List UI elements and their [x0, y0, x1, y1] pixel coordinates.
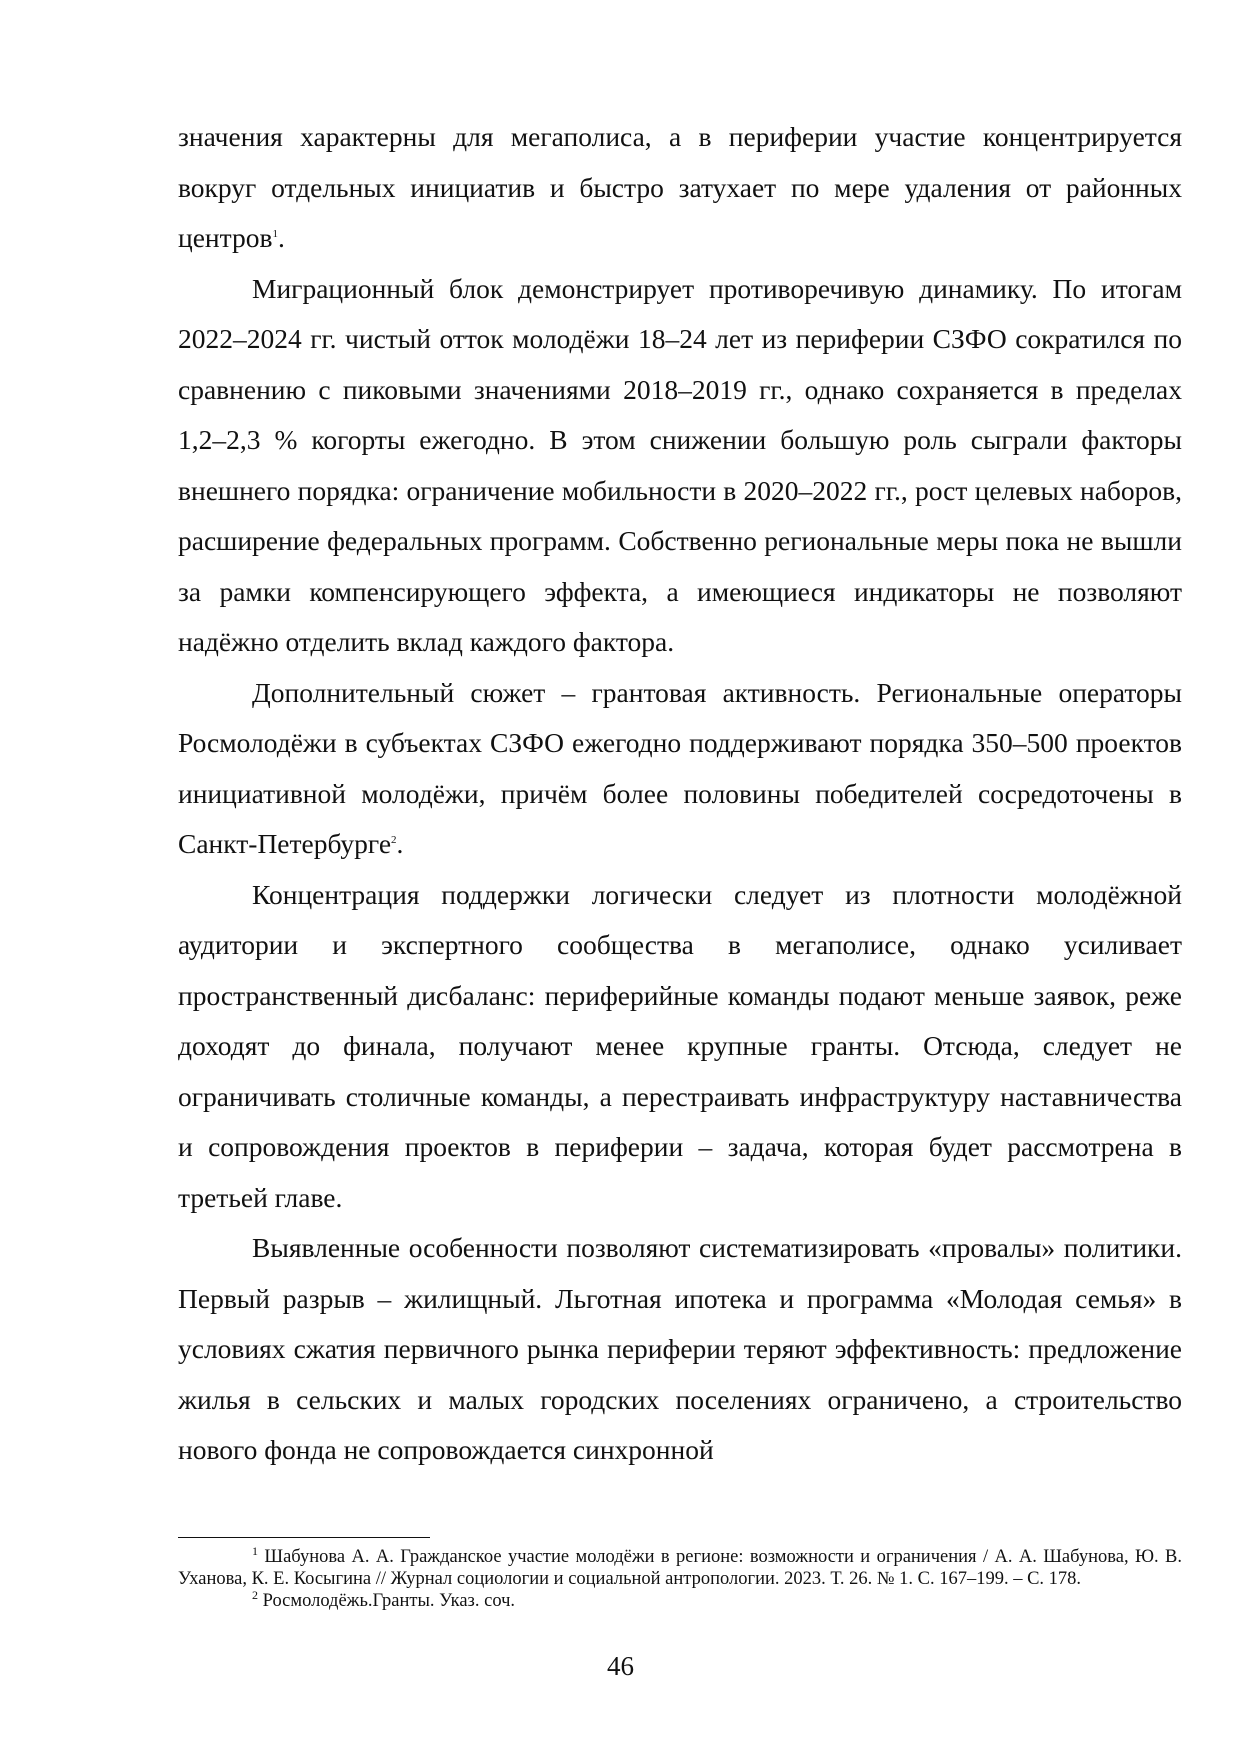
paragraph-2-text: Миграционный блок демонстрирует противоречивую динамику. По итогам 2022–2024 гг. чистый отток молодёжи 18–24 лет из периферии СЗФО сократился по сравнению с пиковыми значениями 2018–2019 гг., однако сохраняется в пределах 1,2–2,3 % когорты ежегодно. В этом снижении большую роль сыграли факторы внешнего порядка: ограничение мобильности в 2020–2022 гг., рост целевых наборов, расширение федеральных программ. Собственно региональные меры пока не вышли за рамки компенсирующего эффекта, а имеющиеся индикаторы не позволяют надёжно отделить вклад каждого фактора. [178, 272, 1182, 657]
paragraph-4 [178, 870, 1182, 1224]
footnote-ref-1[interactable]: 1 [272, 227, 278, 240]
paragraph-5 [178, 1223, 1182, 1476]
paragraph-4-text: Концентрация поддержки логически следует из плотности молодёжной аудитории и экспертного сообщества в мегаполисе, однако усиливает пространственный дисбаланс: периферийные команды подают меньше заявок, реже доходят до финала, получают менее крупные гранты. Отсюда, следует не ограничивать столичные команды, а перестраивать инфраструктуру наставничества и сопровождения проектов в периферии – задача, которая будет рассмотрена в третьей главе. [178, 878, 1182, 1213]
footnote-2-text: Росмолодёжь.Гранты. Указ. соч. [262, 1591, 516, 1611]
footnote-separator [178, 1537, 430, 1538]
paragraph-1-text: значения характерны для мегаполиса, а в периферии участие концентрируется вокруг отдельных инициатив и быстро затухает по мере удаления от районных центров [178, 121, 1182, 253]
footnote-ref-2[interactable]: 2 [391, 833, 397, 846]
document-body [178, 112, 1182, 1476]
footnote-2-number: 2 [252, 1587, 258, 1602]
page-number: 46 [607, 1651, 634, 1681]
paragraph-1-tail: . [277, 222, 285, 253]
paragraph-5-text: Выявленные особенности позволяют систематизировать «провалы» политики. Первый разрыв – жилищный. Льготная ипотека и программа «Молодая семья» в условиях сжатия первичного рынка периферии теряют эффективность: предложение жилья в сельских и малых городских поселениях ограничено, а строительство нового фонда не сопровождается синхронной [178, 1232, 1182, 1465]
paragraph-2 [178, 264, 1182, 668]
footnote-1 [178, 1543, 1183, 1590]
paragraph-3-text: Дополнительный сюжет – грантовая активность. Региональные операторы Росмолодёжи в субъектах СЗФО ежегодно поддерживают порядка 350–500 проектов инициативной молодёжи, причём более половины победителей сосредоточены в Санкт-Петербурге [178, 676, 1182, 859]
paragraph-3-tail: . [396, 828, 404, 859]
paragraph-3 [178, 668, 1182, 870]
footnote-1-number: 1 [252, 1543, 258, 1558]
footnote-1-text: Шабунова А. А. Гражданское участие молодёжи в регионе: возможности и ограничения / А. А. Шабунова, Ю. В. Уханова, К. Е. Косыгина // Журнал социологии и социальной антропологии. 2023. Т. 26. № 1. С. 167–199. – С. 178. [178, 1547, 1183, 1589]
footnote-2 [178, 1587, 1182, 1612]
paragraph-1 [178, 112, 1182, 264]
footnotes [178, 1543, 1183, 1612]
